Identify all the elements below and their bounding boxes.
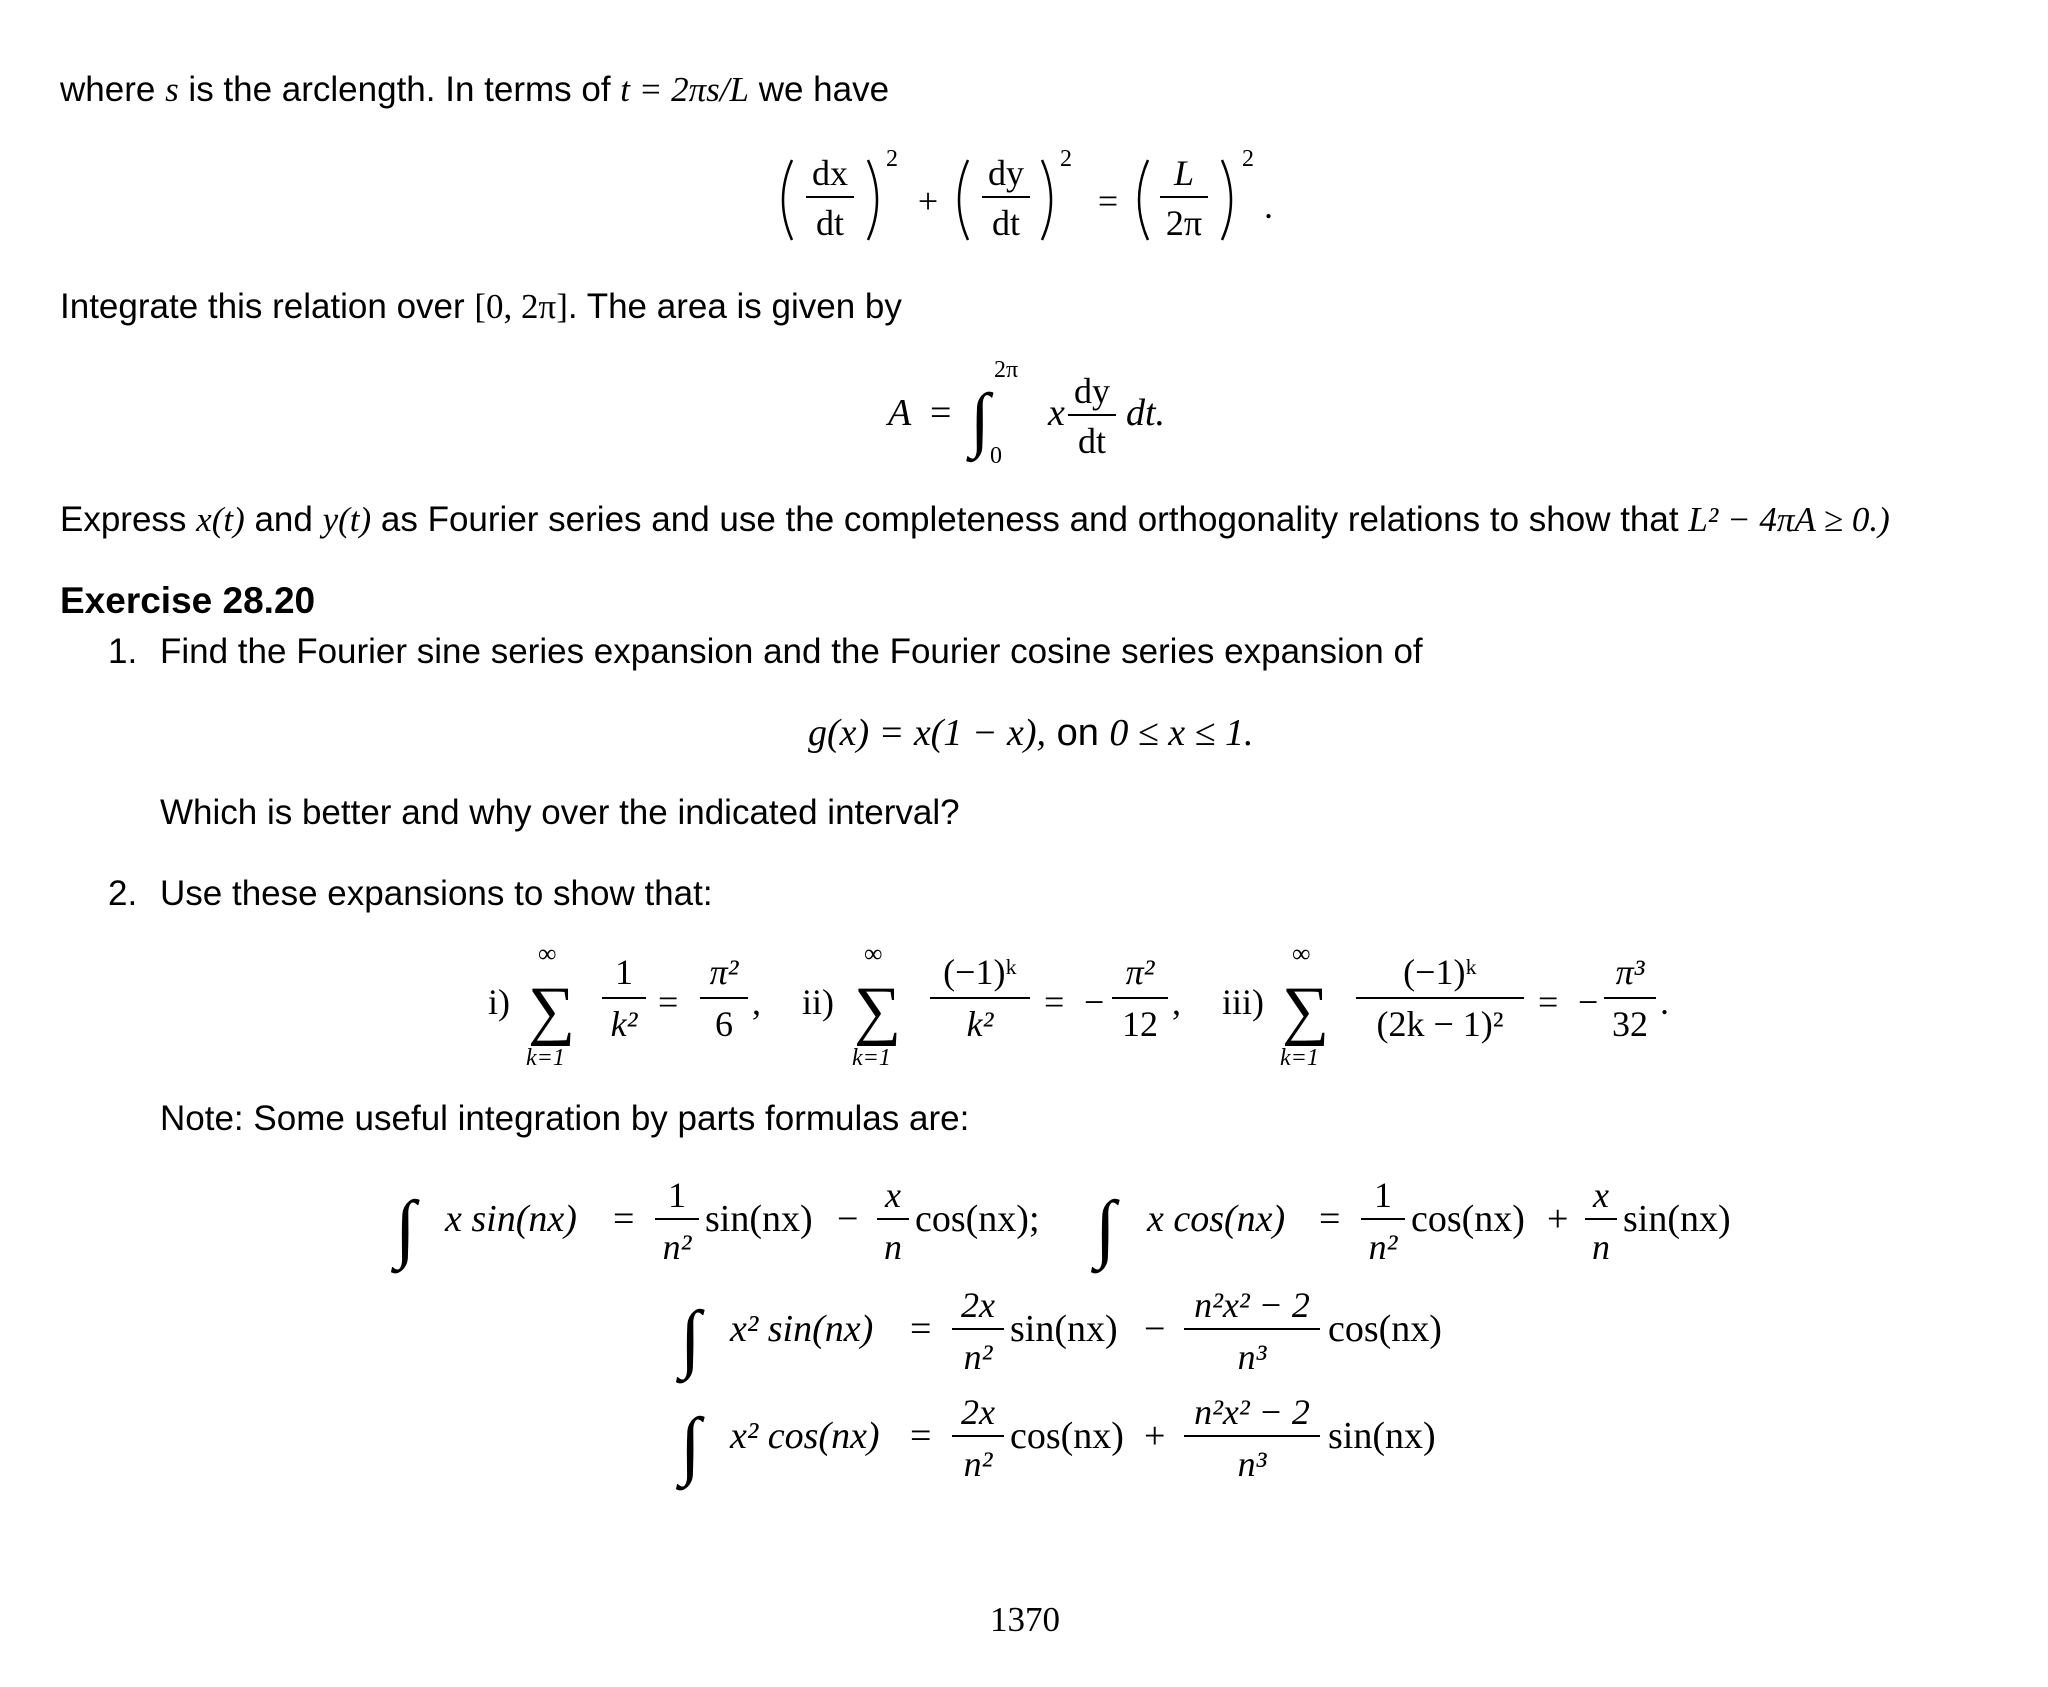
comma: ,	[1172, 982, 1181, 1022]
equals-sign: =	[658, 982, 679, 1022]
frac-den: n³	[1237, 1337, 1267, 1377]
equals-sign: =	[1319, 1198, 1341, 1240]
frac-num: n²x² − 2	[1194, 1285, 1310, 1325]
frac-num: 1	[668, 1175, 686, 1215]
label-ii: ii)	[802, 982, 834, 1022]
frac-num: x	[885, 1175, 901, 1215]
function-term: sin(nx)	[1328, 1415, 1436, 1457]
integrand: x cos(nx)	[1147, 1198, 1286, 1240]
frac-den: (2k − 1)²	[1376, 1004, 1504, 1044]
exponent: 2	[1060, 146, 1072, 172]
function-term: cos(nx)	[1010, 1415, 1124, 1457]
item-2-text: Use these expansions to show that:	[160, 874, 713, 913]
frac-num: 1	[1374, 1175, 1392, 1215]
label-i: i)	[488, 982, 510, 1022]
sigma-symbol: ∑	[528, 974, 576, 1047]
intro-text: is the arclength. In terms of	[178, 70, 621, 109]
function-term: cos(nx)	[1328, 1308, 1442, 1350]
arclength-equation	[770, 140, 1290, 260]
minus-sign: −	[837, 1198, 859, 1240]
formula-row-3	[680, 1382, 1500, 1492]
sum-upper-limit: ∞	[1292, 939, 1311, 968]
frac-den: 2π	[1165, 203, 1203, 243]
frac-num: 1	[615, 952, 633, 992]
plus-sign: +	[1144, 1415, 1166, 1457]
page-number: 1370	[990, 1600, 1060, 1639]
function-term: cos(nx)	[1411, 1198, 1525, 1240]
sum-upper-limit: ∞	[864, 939, 883, 968]
frac-den: n²	[963, 1444, 993, 1484]
frac-den: n²	[963, 1337, 993, 1377]
intro-text: we have	[748, 70, 890, 109]
label-iii: iii)	[1222, 982, 1264, 1022]
equals-sign: =	[613, 1198, 635, 1240]
inline-math: L² − 4πA ≥ 0.)	[1688, 500, 1890, 539]
frac-den: 12	[1122, 1004, 1158, 1044]
item-1-number: 1.	[108, 632, 138, 671]
frac-den: n	[884, 1227, 902, 1267]
frac-den: dt	[815, 203, 845, 243]
integrand: x² cos(nx)	[730, 1415, 880, 1457]
plus-sign: +	[917, 181, 939, 221]
inline-math: [0, 2π]	[474, 287, 568, 326]
intro-text: . The area is given by	[567, 287, 902, 326]
on-word: on	[1056, 712, 1099, 754]
integral-upper-limit: 2π	[994, 357, 1019, 383]
equals-sign: =	[910, 1308, 932, 1350]
function-term: sin(nx)	[705, 1198, 813, 1240]
intro-text: as Fourier series and use the completeness and orthogonality relations to show that	[371, 500, 1689, 539]
math-var-x: x	[1048, 392, 1065, 434]
intro-paragraph-3	[60, 502, 1890, 537]
integrand: x sin(nx)	[445, 1198, 577, 1240]
equals-sign: =	[910, 1415, 932, 1457]
frac-den: n³	[1237, 1444, 1267, 1484]
comma: ,	[752, 982, 761, 1022]
integral-sign: ∫	[395, 1186, 416, 1270]
integral-sign: ∫	[1095, 1186, 1116, 1270]
intro-text: and	[244, 500, 323, 539]
dt-tail: dt.	[1126, 392, 1166, 434]
minus-sign: −	[1578, 982, 1599, 1022]
frac-num: dy	[988, 153, 1024, 193]
frac-num: π²	[1125, 952, 1155, 992]
item-1-text: Find the Fourier sine series expansion and the Fourier cosine series expansion of	[160, 632, 1423, 671]
frac-den: 6	[715, 1004, 733, 1044]
period: .	[1660, 982, 1669, 1022]
frac-num: (−1)ᵏ	[943, 952, 1017, 992]
series-identities	[480, 940, 1680, 1080]
sum-lower-limit: k=1	[1280, 1045, 1319, 1071]
sum-lower-limit: k=1	[852, 1045, 891, 1071]
intro-text: where	[60, 70, 166, 109]
period: .	[1264, 186, 1273, 226]
minus-sign: −	[1084, 982, 1105, 1022]
integral-lower-limit: 0	[990, 443, 1002, 469]
g-equation	[808, 714, 1254, 752]
frac-den: k²	[966, 1004, 994, 1044]
math-var-A: A	[888, 392, 912, 434]
function-term: cos(nx);	[915, 1198, 1040, 1240]
frac-den: dt	[991, 203, 1021, 243]
equals-sign: =	[930, 392, 952, 434]
intro-text: Integrate this relation over	[60, 287, 475, 326]
exponent: 2	[886, 146, 898, 172]
function-term: sin(nx)	[1623, 1198, 1731, 1240]
intro-paragraph-2	[60, 289, 902, 324]
function-term: sin(nx)	[1010, 1308, 1118, 1350]
frac-den: n²	[662, 1227, 692, 1267]
formula-row-2	[680, 1275, 1500, 1385]
frac-num: (−1)ᵏ	[1403, 952, 1477, 992]
frac-num: 2x	[961, 1285, 995, 1325]
frac-den: n	[1592, 1227, 1610, 1267]
frac-den: 32	[1612, 1004, 1648, 1044]
frac-num: 2x	[961, 1392, 995, 1432]
sum-upper-limit: ∞	[538, 939, 557, 968]
integral-sign: ∫	[680, 1296, 701, 1380]
integral-sign: ∫	[970, 379, 990, 459]
sigma-symbol: ∑	[1282, 974, 1330, 1047]
inline-math: x(t)	[196, 500, 245, 539]
intro-text: Express	[60, 500, 197, 539]
frac-num: x	[1593, 1175, 1609, 1215]
item-1-question: Which is better and why over the indicated interval?	[160, 793, 960, 832]
exponent: 2	[1242, 146, 1254, 172]
frac-den: dt	[1077, 421, 1107, 461]
equals-sign: =	[1097, 181, 1119, 221]
inline-math: 0 ≤ x ≤ 1.	[1109, 712, 1254, 754]
note-text: Note: Some useful integration by parts formulas are:	[160, 1099, 970, 1138]
frac-den: k²	[610, 1004, 638, 1044]
sum-lower-limit: k=1	[526, 1045, 565, 1071]
frac-num: dy	[1074, 371, 1110, 411]
formula-row-1	[395, 1165, 1775, 1275]
frac-num: π²	[709, 952, 739, 992]
frac-num: π³	[1615, 952, 1645, 992]
frac-num: dx	[812, 153, 848, 193]
frac-num: n²x² − 2	[1194, 1392, 1310, 1432]
inline-math: g(x) = x(1 − x),	[808, 712, 1047, 754]
exercise-heading: Exercise 28.20	[60, 580, 316, 621]
item-2-number: 2.	[108, 874, 138, 913]
minus-sign: −	[1144, 1308, 1166, 1350]
integral-sign: ∫	[680, 1403, 701, 1487]
area-equation	[880, 355, 1200, 475]
sigma-symbol: ∑	[854, 974, 902, 1047]
intro-paragraph-1	[60, 72, 889, 107]
plus-sign: +	[1547, 1198, 1569, 1240]
equals-sign: =	[1044, 982, 1065, 1022]
frac-den: n²	[1368, 1227, 1398, 1267]
integrand: x² sin(nx)	[730, 1308, 874, 1350]
inline-math: t = 2πs/L	[620, 70, 749, 109]
frac-num: L	[1173, 153, 1195, 193]
equals-sign: =	[1538, 982, 1559, 1022]
math-var-s: s	[165, 70, 179, 109]
inline-math: y(t)	[322, 500, 372, 539]
